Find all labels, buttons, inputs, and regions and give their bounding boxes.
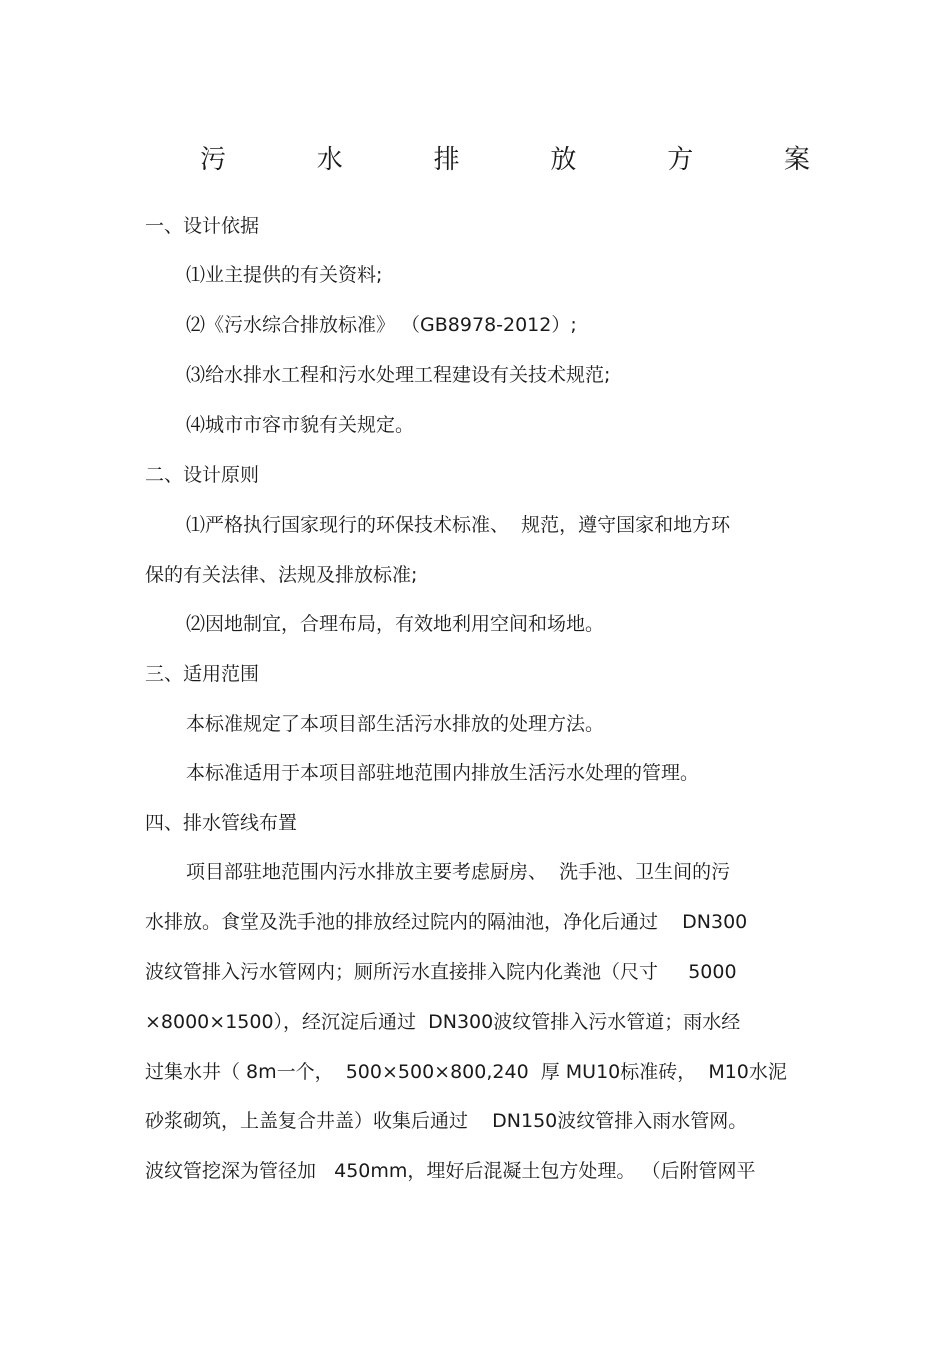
document-title (200, 140, 810, 180)
title-char: 方 (667, 145, 694, 175)
list-item: ⑵《污水综合排放标准》 （GB8978-2012）; (186, 314, 577, 336)
paragraph: 本标准规定了本项目部生活污水排放的处理方法。 (186, 713, 605, 735)
title-char: 放 (550, 145, 577, 175)
title-char: 排 (433, 145, 460, 175)
paragraph-line: 项目部驻地范围内污水排放主要考虑厨房、 洗手池、卫生间的污 (186, 861, 731, 883)
list-item-continuation: 保的有关法律、法规及排放标准; (145, 564, 418, 586)
list-item: ⑴严格执行国家现行的环保技术标准、 规范，遵守国家和地方环 (186, 514, 731, 536)
title-char: 水 (316, 145, 343, 175)
paragraph-line: 水排放。食堂及洗手池的排放经过院内的隔油池，净化后通过 DN300 (145, 911, 748, 933)
section-heading-drainage-layout: 四、排水管线布置 (145, 812, 298, 834)
title-char: 污 (200, 145, 227, 175)
list-item: ⑶给水排水工程和污水处理工程建设有关技术规范; (186, 364, 611, 386)
title-char: 案 (783, 145, 810, 175)
paragraph-line: 过集水井（ 8m一个， 500×500×800,240 厚 MU10标准砖， M10水泥 (145, 1061, 787, 1083)
paragraph: 本标准适用于本项目部驻地范围内排放生活污水处理的管理。 (186, 762, 700, 784)
section-heading-design-principles: 二、设计原则 (145, 464, 260, 486)
list-item: ⑴业主提供的有关资料; (186, 264, 383, 286)
paragraph-line: 波纹管排入污水管网内；厕所污水直接排入院内化粪池（尺寸 5000 (145, 961, 737, 983)
list-item: ⑷城市市容市貌有关规定。 (186, 414, 415, 436)
section-heading-design-basis: 一、设计依据 (145, 215, 260, 237)
section-heading-scope: 三、适用范围 (145, 663, 260, 685)
list-item: ⑵因地制宜，合理布局，有效地利用空间和场地。 (186, 613, 605, 635)
paragraph-line: ×8000×1500），经沉淀后通过 DN300波纹管排入污水管道；雨水经 (145, 1011, 741, 1033)
paragraph-line: 砂浆砌筑，上盖复合井盖）收集后通过 DN150波纹管排入雨水管网。 (145, 1110, 748, 1132)
paragraph-line: 波纹管挖深为管径加 450mm，埋好后混凝土包方处理。 （后附管网平 (145, 1160, 756, 1182)
